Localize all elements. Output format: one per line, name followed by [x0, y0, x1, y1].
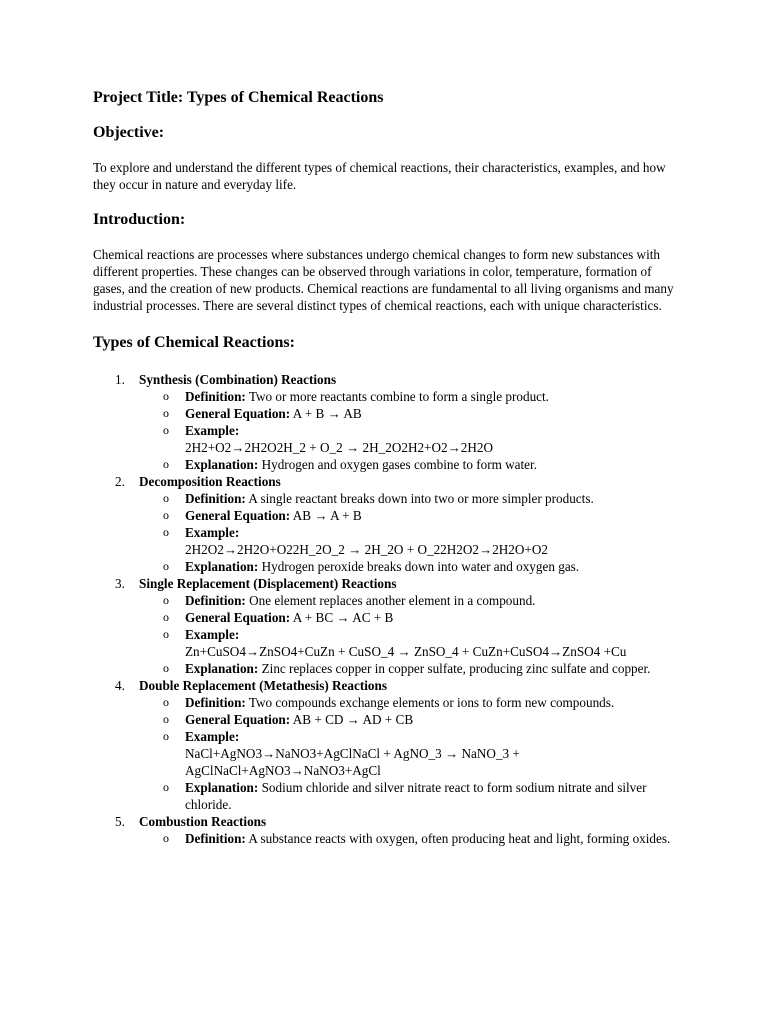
bullet-icon: o — [163, 525, 169, 539]
reaction-title: Synthesis (Combination) Reactions — [139, 372, 337, 387]
equation-text: A + BC → AC + B — [292, 610, 394, 625]
bullet-icon: o — [163, 712, 169, 726]
reaction-title: Single Replacement (Displacement) Reactions — [139, 576, 397, 591]
list-item — [93, 813, 683, 847]
bullet-icon: o — [163, 729, 169, 743]
bullet-icon: o — [163, 780, 169, 794]
equation-label: General Equation: — [185, 508, 291, 523]
detail-explanation — [139, 456, 683, 473]
detail-definition — [139, 694, 683, 711]
bullet-icon: o — [163, 559, 169, 573]
list-number: 4. — [115, 678, 125, 693]
example-label: Example: — [185, 627, 240, 642]
definition-label: Definition: — [185, 695, 246, 710]
detail-explanation — [139, 558, 683, 575]
detail-equation — [139, 405, 683, 422]
project-title: Project Title: Types of Chemical Reactions — [93, 89, 384, 106]
detail-example — [139, 422, 683, 456]
objective-text: To explore and understand the different types of chemical reactions, their characteristics, examples, and how they occur in nature and everyday life. — [93, 160, 666, 192]
detail-example — [139, 626, 683, 660]
explanation-text: Hydrogen peroxide breaks down into water and oxygen gas. — [261, 559, 580, 574]
example-text: Zn+CuSO4→ZnSO4+CuZn + CuSO_4 → ZnSO_4 + CuZn+CuSO4→ZnSO4 +Cu — [185, 644, 627, 659]
reaction-details — [139, 830, 683, 847]
definition-text: A substance reacts with oxygen, often producing heat and light, forming oxides. — [248, 831, 671, 846]
detail-example — [139, 728, 683, 779]
equation-label: General Equation: — [185, 712, 291, 727]
definition-text: Two compounds exchange elements or ions to form new compounds. — [248, 695, 615, 710]
detail-explanation — [139, 660, 683, 677]
list-number: 2. — [115, 474, 125, 489]
definition-text: A single reactant breaks down into two or more simpler products. — [248, 491, 594, 506]
bullet-icon: o — [163, 661, 169, 675]
list-number: 3. — [115, 576, 125, 591]
definition-text: Two or more reactants combine to form a single product. — [248, 389, 549, 404]
reaction-types-list — [93, 371, 683, 847]
reaction-details — [139, 694, 683, 813]
explanation-text: Hydrogen and oxygen gases combine to form water. — [261, 457, 537, 472]
definition-label: Definition: — [185, 593, 246, 608]
bullet-icon: o — [163, 406, 169, 420]
bullet-icon: o — [163, 627, 169, 641]
detail-definition — [139, 490, 683, 507]
introduction-heading: Introduction: — [93, 211, 186, 228]
equation-text: AB + CD → AD + CB — [292, 712, 414, 727]
example-label: Example: — [185, 525, 240, 540]
detail-definition — [139, 388, 683, 405]
list-item — [93, 371, 683, 473]
list-number: 1. — [115, 372, 125, 387]
detail-example — [139, 524, 683, 558]
bullet-icon: o — [163, 457, 169, 471]
explanation-label: Explanation: — [185, 780, 259, 795]
bullet-icon: o — [163, 508, 169, 522]
detail-definition — [139, 592, 683, 609]
types-heading: Types of Chemical Reactions: — [93, 334, 295, 351]
list-item — [93, 677, 683, 813]
example-text: NaCl+AgNO3→NaNO3+AgClNaCl + AgNO_3 → NaNO_3 + AgClNaCl+AgNO3→NaNO3+AgCl — [185, 746, 520, 778]
explanation-label: Explanation: — [185, 457, 259, 472]
detail-explanation — [139, 779, 683, 813]
explanation-label: Explanation: — [185, 559, 259, 574]
explanation-text: Sodium chloride and silver nitrate react to form sodium nitrate and silver chloride. — [185, 780, 647, 812]
list-number: 5. — [115, 814, 125, 829]
detail-equation — [139, 711, 683, 728]
definition-label: Definition: — [185, 491, 246, 506]
equation-label: General Equation: — [185, 610, 291, 625]
example-label: Example: — [185, 423, 240, 438]
reaction-details — [139, 490, 683, 575]
bullet-icon: o — [163, 610, 169, 624]
definition-label: Definition: — [185, 389, 246, 404]
definition-text: One element replaces another element in a compound. — [249, 593, 536, 608]
detail-definition — [139, 830, 683, 847]
explanation-label: Explanation: — [185, 661, 259, 676]
objective-heading: Objective: — [93, 124, 165, 141]
detail-equation — [139, 507, 683, 524]
example-text: 2H2O2→2H2O+O22H_2O_2 → 2H_2O + O_22H2O2→2H2O+O2 — [185, 542, 548, 557]
bullet-icon: o — [163, 389, 169, 403]
bullet-icon: o — [163, 593, 169, 607]
introduction-text: Chemical reactions are processes where substances undergo chemical changes to form new substances with different properties. These changes can be observed through variations in color, temperature, formation of gases, and the creation of new products. Chemical reactions are fundamental to all living organisms and many industrial processes. There are several distinct types of chemical reactions, each with unique characteristics. — [93, 247, 674, 313]
reaction-details — [139, 592, 683, 677]
reaction-title: Decomposition Reactions — [139, 474, 281, 489]
detail-equation — [139, 609, 683, 626]
reaction-title: Double Replacement (Metathesis) Reactions — [139, 678, 387, 693]
list-item — [93, 575, 683, 677]
document-page — [93, 88, 683, 847]
bullet-icon: o — [163, 491, 169, 505]
equation-text: AB → A + B — [292, 508, 362, 523]
equation-label: General Equation: — [185, 406, 291, 421]
equation-text: A + B → AB — [292, 406, 362, 421]
bullet-icon: o — [163, 423, 169, 437]
bullet-icon: o — [163, 831, 169, 845]
bullet-icon: o — [163, 695, 169, 709]
reaction-details — [139, 388, 683, 473]
list-item — [93, 473, 683, 575]
reaction-title: Combustion Reactions — [139, 814, 267, 829]
example-label: Example: — [185, 729, 240, 744]
definition-label: Definition: — [185, 831, 246, 846]
example-text: 2H2+O2→2H2O2H_2 + O_2 → 2H_2O2H2+O2→2H2O — [185, 440, 494, 455]
explanation-text: Zinc replaces copper in copper sulfate, producing zinc sulfate and copper. — [261, 661, 651, 676]
